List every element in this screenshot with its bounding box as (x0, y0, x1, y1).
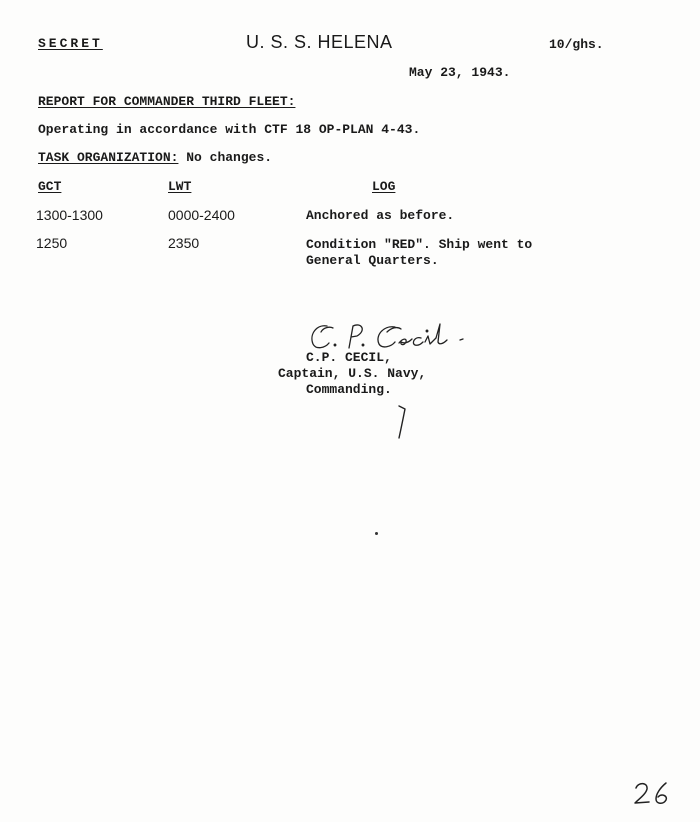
report-heading: REPORT FOR COMMANDER THIRD FLEET: (38, 94, 296, 109)
log-column-header: LOG (372, 179, 396, 194)
log-row-1-gct: 1300-1300 (36, 207, 103, 223)
task-organization-label: TASK ORGANIZATION: (38, 150, 179, 165)
signature-role: Commanding. (306, 382, 392, 397)
handwritten-page-number (630, 778, 680, 808)
task-organization-value: No changes. (178, 150, 273, 165)
handwritten-initial-mark (393, 403, 417, 443)
log-row-1-lwt: 0000-2400 (168, 207, 235, 223)
gct-column-header: GCT (38, 179, 62, 194)
log-row-2-lwt: 2350 (168, 235, 200, 251)
operating-line: Operating in accordance with CTF 18 OP-PLAN 4-43. (38, 122, 421, 137)
signature-rank: Captain, U.S. Navy, (278, 366, 427, 381)
log-row-1-entry: Anchored as before. (306, 208, 455, 223)
handwritten-signature (305, 318, 475, 354)
signature-name: C.P. CECIL, (306, 350, 392, 365)
log-row-2-gct: 1250 (36, 235, 68, 251)
task-organization-line (38, 150, 272, 166)
log-row-2-entry: Condition "RED". Ship went to General Quarters. (306, 237, 533, 268)
reference-code: 10/ghs. (549, 37, 604, 52)
ship-name: U. S. S. HELENA (246, 32, 393, 52)
classification-marking: SECRET (38, 36, 103, 51)
lwt-column-header: LWT (168, 179, 192, 194)
report-date: May 23, 1943. (409, 65, 511, 80)
ink-dot (375, 532, 378, 535)
